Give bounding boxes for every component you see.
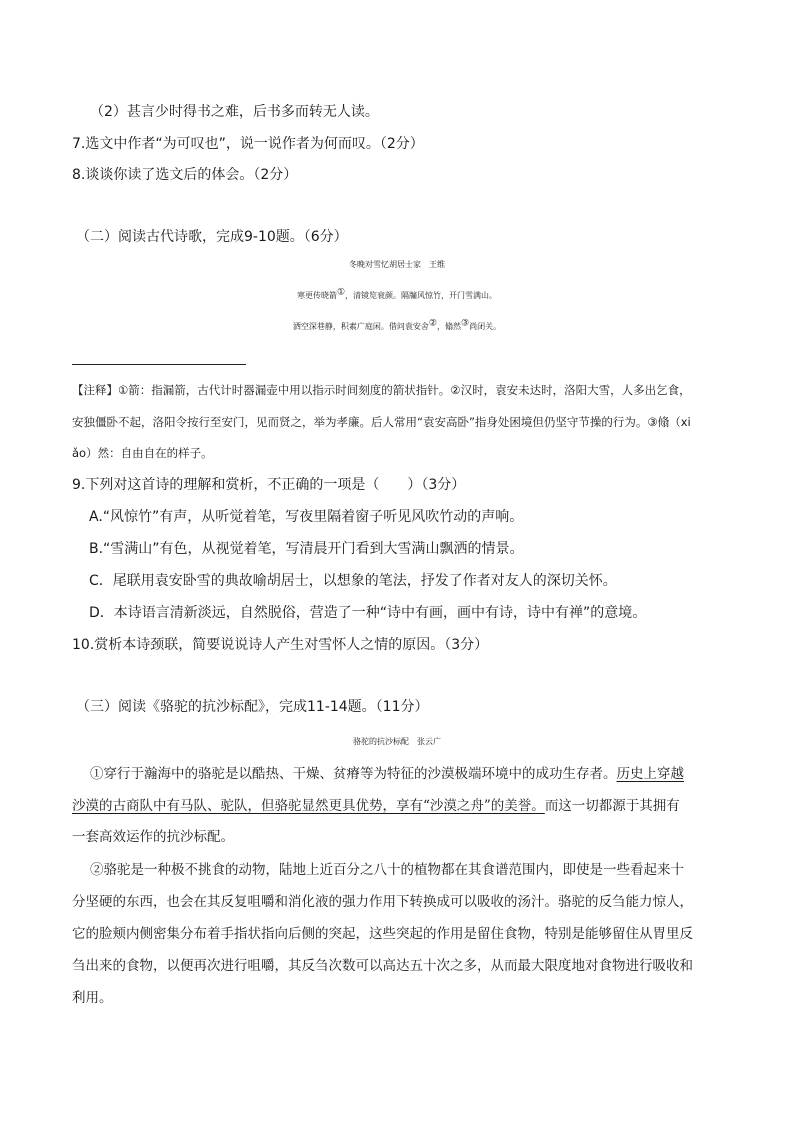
note-line-3: ǎo）然：自由自在的样子。 [72,446,213,460]
paragraph-1-line-2 [72,797,680,815]
section-2-heading: （二）阅读古代诗歌，完成9-10题。（6分） [76,229,348,245]
paragraph-1-text-a: ①穿行于瀚海中的骆驼是以酷热、干燥、贫瘠等为特征的沙漠极端环境中的成功生存者。 [90,766,617,782]
poem-title: 冬晚对雪忆胡居士家 王维 [349,260,445,269]
paragraph-2-line-4: 刍出来的食物，以便再次进行咀嚼，其反刍次数可以高达五十次之多，从而最大限度地对食物进行吸收和 [72,958,693,974]
question-9-option-b: B.“雪满山”有色，从视觉着笔，写清晨开门看到大雪满山飘洒的情景。 [89,541,524,557]
paragraph-2-line-3: 它的脸颊内侧密集分布着手指状指向后侧的突起，这些突起的作用是留住食物，特别是能够留住从胃里反 [72,926,693,942]
poem-line-1-part-b: ，清镜览衰颜。隔牖风惊竹，开门雪满山。 [345,291,498,300]
paragraph-1-line-1 [90,765,684,783]
footnote-mark-1: ① [336,287,346,298]
question-9-option-a: A.“风惊竹”有声，从听觉着笔，写夜里隔着窗子听见风吹竹动的声响。 [89,509,524,525]
poem-line-2 [0,318,794,336]
paragraph-1-text-b: 而这一切都源于其拥有 [544,798,680,814]
poem-line-1-part-a: 寒更传晓箭 [296,291,337,300]
question-9-option-d: D．本诗语言清新淡远，自然脱俗，营造了一种“诗中有画，画中有诗，诗中有禅”的意境。 [89,605,647,621]
paragraph-1-underlined-b: 沙漠的古商队中有马队、驼队，但骆驼显然更具优势，享有“沙漠之舟”的美誉。 [72,798,545,814]
poem-line-2-part-c: 尚闭关。 [469,322,502,331]
question-7: 7.选文中作者“为可叹也”，说一说作者为何而叹。（2分） [72,136,424,152]
poem-line-1 [0,287,794,305]
note-line-2: 安独僵卧不起，洛阳令按行至安门，见而贤之，举为孝廉。后人常用“袁安高卧”指身处困境但仍坚守节操的行为。③翛（xi [72,415,691,429]
footnote-mark-3: ③ [461,318,470,329]
question-10: 10.赏析本诗颈联，简要说说诗人产生对雪怀人之情的原因。（3分） [72,637,489,653]
question-9-option-c: C．尾联用袁安卧雪的典故喻胡居士，以想象的笔法，抒发了作者对友人的深切关怀。 [89,573,617,589]
footnote-mark-2: ② [428,318,437,329]
poem-line-2-part-a: 洒空深巷静，积素广庭闲。借问袁安舍 [292,322,429,331]
paragraph-2-line-5: 利用。 [72,990,113,1006]
note-line-1: 【注释】①箭：指漏箭，古代计时器漏壶中用以指示时间刻度的箭状指针。②汉时，袁安未达时，洛阳大雪，人多出乞食， [72,383,691,397]
paragraph-2-line-2: 分坚硬的东西，也会在其反复咀嚼和消化液的强力作用下转换成可以吸收的汤汁。骆驼的反刍能力惊人， [72,894,693,910]
paragraph-2-line-1: ②骆驼是一种极不挑食的动物，陆地上近百分之八十的植物都在其食谱范围内，即使是一些看起来十 [90,862,684,878]
section-3-heading: （三）阅读《骆驼的抗沙标配》，完成11-14题。（11分） [76,699,429,715]
question-9: 9.下列对这首诗的理解和赏析，不正确的一项是（ ）（3分） [72,477,466,493]
paragraph-1-line-3: 一套高效运作的抗沙标配。 [72,829,234,845]
paragraph-1-underlined-a: 历史上穿越 [616,766,684,782]
article-title: 骆驼的抗沙标配 张云广 [353,737,441,746]
question-8: 8.谈谈你读了选文后的体会。（2分） [72,167,298,183]
question-6-item-2: （2）甚言少时得书之难，后书多而转无人读。 [90,104,379,120]
footnote-divider [72,364,246,365]
poem-line-2-part-b: ，翛然 [437,322,461,331]
